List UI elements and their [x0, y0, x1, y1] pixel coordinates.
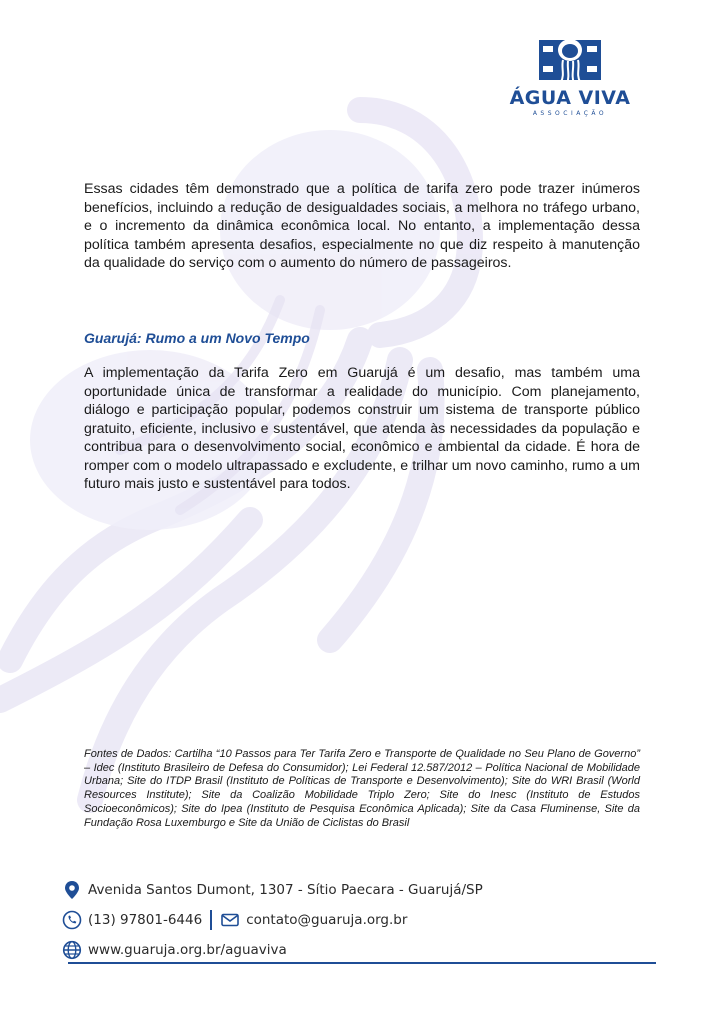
footer-address: Avenida Santos Dumont, 1307 - Sítio Paecara - Guarujá/SP — [88, 882, 483, 898]
footer-divider — [68, 962, 656, 964]
footer-website-row — [62, 940, 287, 960]
footer-separator — [210, 910, 212, 930]
footer-website[interactable]: www.guaruja.org.br/aguaviva — [88, 942, 287, 958]
globe-icon — [62, 940, 82, 960]
phone-icon — [62, 910, 82, 930]
footer-phone[interactable]: (13) 97801-6446 — [88, 912, 203, 928]
footer-address-row — [62, 880, 483, 900]
agua-viva-logo — [500, 34, 640, 126]
logo-name: ÁGUA VIVA — [509, 87, 631, 109]
paragraph-intro: Essas cidades têm demonstrado que a política de tarifa zero pode trazer inúmeros benefícios, incluindo a redução de desigualdades sociais, a melhora no tráfego urbano, e o incremento da dinâmica econômica local. No entanto, a implementação dessa política também apresenta desafios, especialmente no que diz respeito à manutenção da qualidade do serviço com o aumento do número de passageiros. — [84, 181, 640, 271]
footer-contact-row — [62, 910, 407, 930]
envelope-icon — [220, 910, 240, 930]
logo-subtitle: ASSOCIAÇÃO — [532, 110, 608, 117]
sources-note: Fontes de Dados: Cartilha “10 Passos para Ter Tarifa Zero e Transporte de Qualidade no Seu Plano de Governo” – Idec (Instituto Brasileiro de Defesa do Consumidor); Lei Federal 12.587/2012 – Política Nacional de Mobilidade Urbana; Site do ITDP Brasil (Instituto de Políticas de Transporte e Desenvolvimento); Site do WRI Brasil (World Resources Institute); Site da Coalizão Mobilidade Triplo Zero; Site do Inesc (Instituto de Estudos Socioeconômicos); Site do Ipea (Instituto de Pesquisa Econômica Aplicada); Site da Casa Fluminense, Site da Fundação Rosa Luxemburgo e Site da União de Ciclistas do Brasil — [84, 748, 640, 829]
footer-email[interactable]: contato@guaruja.org.br — [246, 912, 408, 928]
location-pin-icon — [62, 880, 82, 900]
jellyfish-logo-icon — [537, 34, 603, 86]
paragraph-guaruja: A implementação da Tarifa Zero em Guarujá é um desafio, mas também uma oportunidade única de transformar a realidade do município. Com planejamento, diálogo e participação popular, podemos construir um sistema de transporte público gratuito, eficiente, inclusivo e sustentável, que atenda às necessidades da população e contribua para o desenvolvimento social, econômico e ambiental da cidade. É hora de romper com o modelo ultrapassado e excludente, e trilhar um novo caminho, rumo a um futuro mais justo e sustentável para todos. — [84, 365, 640, 492]
section-heading: Guarujá: Rumo a um Novo Tempo — [84, 330, 310, 346]
